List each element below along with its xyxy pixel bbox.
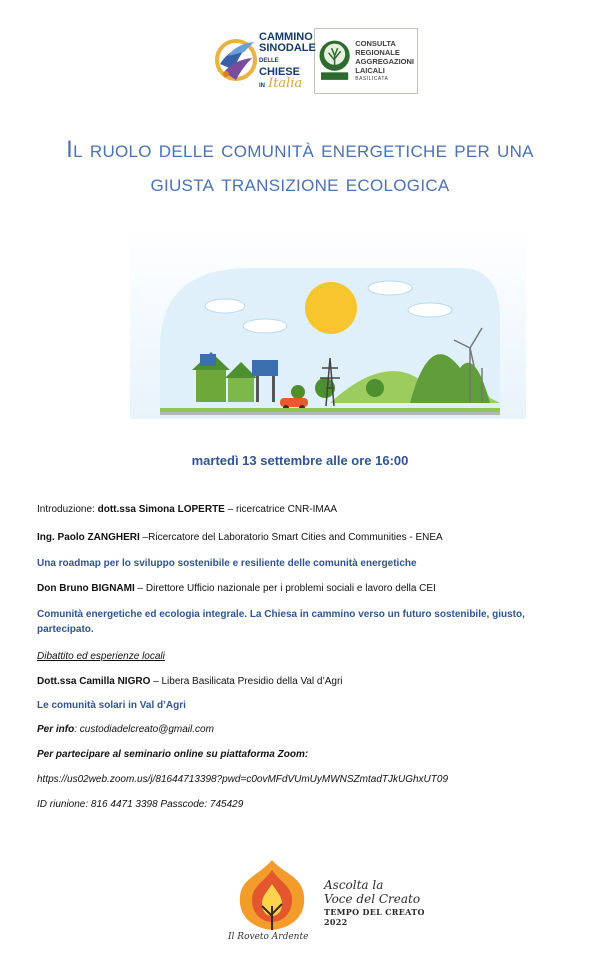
synodal-path-logo <box>214 28 316 94</box>
consulta-logo <box>314 28 418 94</box>
program-talk-2: Comunità energetiche ed ecologia integrale. La Chiesa in cammino verso un futuro sostenibile, giusto, partecipato. <box>37 609 525 635</box>
program-talk-1: Una roadmap per lo sviluppo sostenibile e resiliente delle comunità energetiche <box>37 558 417 569</box>
info-line: Per info: custodiadelcreato@gmail.com <box>37 724 214 735</box>
footer-text: Ascolta la Voce del Creato TEMPO DEL CREATO 2022 <box>324 878 425 927</box>
page-title <box>20 133 580 201</box>
program-speaker-1: Ing. Paolo ZANGHERI –Ricercatore del Laboratorio Smart Cities and Communities - ENEA <box>37 532 443 543</box>
meeting-id: ID riunione: 816 4471 3398 Passcode: 745429 <box>37 799 244 810</box>
intro-speaker: dott.ssa Simona LOPERTE <box>97 504 225 515</box>
program-speaker-3: Dott.ssa Camilla NIGRO – Libera Basilicata Presidio della Val d’Agri <box>37 676 343 687</box>
zoom-link[interactable]: https://us02web.zoom.us/j/81644713398?pwd=c0ovMFdVUmUyMWNSZmtadTJkUGhxUT09 <box>37 774 449 785</box>
title-line-2: giusta transizione ecologica <box>150 170 450 197</box>
consulta-logo-text: CONSULTA REGIONALE AGGREGAZIONI LAICALI BASILICATA <box>355 38 414 82</box>
title-line-1: Il ruolo delle comunità energetiche per una <box>66 136 534 163</box>
sun-icon <box>305 282 357 334</box>
program-debate: Dibattito ed esperienze locali <box>37 651 165 662</box>
footer-logo <box>224 856 440 948</box>
roveto-ardente-text: Il Roveto Ardente <box>228 932 309 942</box>
program-speaker-2: Don Bruno BIGNAMI – Direttore Ufficio nazionale per i problemi sociali e lavoro della CEI <box>37 583 436 594</box>
green-energy-illustration <box>130 228 526 419</box>
event-date: martedì 13 settembre alle ore 16:00 <box>191 453 409 468</box>
program-talk-3: Le comunità solari in Val d’Agri <box>37 700 186 711</box>
zoom-label: Per partecipare al seminario online su piattaforma Zoom: <box>37 749 309 760</box>
header-logos <box>214 26 420 96</box>
tree-icon <box>318 32 351 90</box>
info-email[interactable]: : custodiadelcreato@gmail.com <box>74 724 214 735</box>
program-intro: Introduzione: dott.ssa Simona LOPERTE – ricercatrice CNR-IMAA <box>37 504 338 515</box>
synod-logo-text: CAMMINO SINODALE DELLE CHIESE IN Italia <box>259 31 316 91</box>
synod-dove-icon <box>214 34 258 86</box>
